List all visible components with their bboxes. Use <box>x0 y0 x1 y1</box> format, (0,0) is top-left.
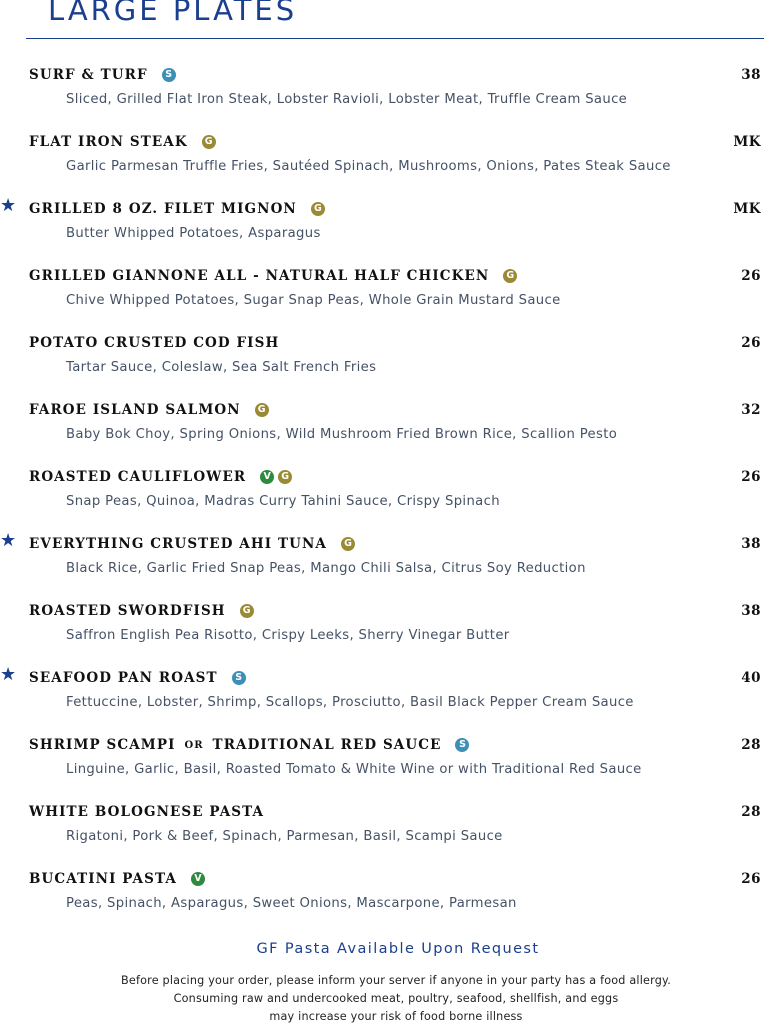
menu-item-name: WHITE BOLOGNESE PASTA <box>29 804 265 820</box>
star-icon: ★ <box>0 664 17 685</box>
menu-item-price: MK <box>733 134 761 150</box>
dietary-badges <box>455 738 469 752</box>
menu-item-name: POTATO CRUSTED COD FISH <box>29 335 280 351</box>
dietary-badges <box>341 537 355 551</box>
menu-item-name: EVERYTHING CRUSTED AHI TUNA <box>29 536 327 552</box>
menu-item-name: FLAT IRON STEAK <box>29 134 188 150</box>
menu-item <box>0 736 771 796</box>
star-icon: ★ <box>0 530 17 551</box>
gf-pasta-note: GF Pasta Available Upon Request <box>256 941 540 957</box>
menu-item-name: GRILLED 8 OZ. FILET MIGNON <box>29 201 297 217</box>
dietary-badges <box>191 872 205 886</box>
dietary-badges <box>503 269 517 283</box>
menu-item-price: MK <box>733 201 761 217</box>
menu-item-name: FAROE ISLAND SALMON <box>29 402 241 418</box>
dietary-badges <box>255 403 269 417</box>
menu-item-price: 38 <box>741 603 761 619</box>
gluten-free-icon: G <box>240 604 254 618</box>
dietary-badges <box>202 135 216 149</box>
dietary-badges <box>232 671 246 685</box>
vegetarian-icon: V <box>260 470 274 484</box>
menu-item-description: Baby Bok Choy, Spring Onions, Wild Mushroom Fried Brown Rice, Scallion Pesto <box>66 427 618 442</box>
title-divider <box>26 38 764 39</box>
menu-item-price: 32 <box>741 402 761 418</box>
allergy-notice-line-2: Consuming raw and undercooked meat, poultry, seafood, shellfish, and eggs <box>173 992 619 1005</box>
menu-item <box>0 334 771 394</box>
menu-item-name-alt: TRADITIONAL RED SAUCE <box>212 737 442 753</box>
menu-item-description: Tartar Sauce, Coleslaw, Sea Salt French Fries <box>66 360 377 375</box>
menu-item-price: 28 <box>741 804 761 820</box>
menu-item-description: Rigatoni, Pork & Beef, Spinach, Parmesan, Basil, Scampi Sauce <box>66 829 503 844</box>
gluten-free-icon: G <box>202 135 216 149</box>
menu-item-name-line <box>29 66 176 84</box>
menu-item <box>0 66 771 126</box>
menu-item-name-line <box>29 602 254 620</box>
menu-item-description: Saffron English Pea Risotto, Crispy Leeks, Sherry Vinegar Butter <box>66 628 510 643</box>
allergy-notice-line-1: Before placing your order, please inform your server if anyone in your party has a food allergy. <box>121 974 671 987</box>
menu-item-description: Linguine, Garlic, Basil, Roasted Tomato & White Wine or with Traditional Red Sauce <box>66 762 642 777</box>
menu-item-price: 26 <box>741 469 761 485</box>
vegetarian-icon: V <box>191 872 205 886</box>
menu-item-name-line <box>29 200 325 218</box>
menu-item-name-line <box>29 669 246 687</box>
menu-item-name-line <box>29 468 292 486</box>
menu-item-name: ROASTED CAULIFLOWER <box>29 469 247 485</box>
menu-item <box>0 401 771 461</box>
dietary-badges <box>240 604 254 618</box>
menu-item-description: Black Rice, Garlic Fried Snap Peas, Mango Chili Salsa, Citrus Soy Reduction <box>66 561 586 576</box>
menu-item-description: Butter Whipped Potatoes, Asparagus <box>66 226 321 241</box>
dietary-badges <box>311 202 325 216</box>
menu-item-name: SEAFOOD PAN ROAST <box>29 670 218 686</box>
menu-item-name-line <box>29 870 205 888</box>
menu-item-description: Garlic Parmesan Truffle Fries, Sautéed Spinach, Mushrooms, Onions, Pates Steak Sauce <box>66 159 671 174</box>
menu-item-name: SURF & TURF <box>29 67 148 83</box>
menu-item-or: OR <box>184 739 204 751</box>
dietary-badges <box>162 68 176 82</box>
seafood-icon: S <box>455 738 469 752</box>
gluten-free-icon: G <box>278 470 292 484</box>
menu-item-price: 26 <box>741 335 761 351</box>
star-icon: ★ <box>0 195 17 216</box>
gluten-free-icon: G <box>311 202 325 216</box>
menu-item <box>0 602 771 662</box>
menu-item-name-line <box>29 334 279 352</box>
menu-item-name: SHRIMP SCAMPI <box>29 737 176 753</box>
menu-item-name-line <box>29 535 355 553</box>
gluten-free-icon: G <box>255 403 269 417</box>
menu-item-description: Sliced, Grilled Flat Iron Steak, Lobster Ravioli, Lobster Meat, Truffle Cream Sauce <box>66 92 628 107</box>
menu-item-description: Peas, Spinach, Asparagus, Sweet Onions, Mascarpone, Parmesan <box>66 896 517 911</box>
menu-item-price: 26 <box>741 871 761 887</box>
seafood-icon: S <box>162 68 176 82</box>
menu-item-name: GRILLED GIANNONE ALL - NATURAL HALF CHICKEN <box>29 268 490 284</box>
menu-item-price: 40 <box>741 670 761 686</box>
menu-item-price: 26 <box>741 268 761 284</box>
menu-item <box>0 468 771 528</box>
menu-item-description: Fettuccine, Lobster, Shrimp, Scallops, Prosciutto, Basil Black Pepper Cream Sauce <box>66 695 634 710</box>
menu-item <box>0 870 771 930</box>
menu-item-name-line <box>29 803 264 821</box>
menu-item-name-line <box>29 736 469 754</box>
menu-item <box>0 664 771 729</box>
menu-item-name-line <box>29 267 517 285</box>
menu-item <box>0 195 771 260</box>
menu-item-price: 38 <box>741 67 761 83</box>
menu-item-price: 38 <box>741 536 761 552</box>
menu-item-name-line <box>29 401 269 419</box>
menu-item-name: ROASTED SWORDFISH <box>29 603 226 619</box>
menu-item <box>0 133 771 193</box>
menu-item <box>0 530 771 595</box>
page-title: LARGE PLATES <box>48 0 298 27</box>
gluten-free-icon: G <box>341 537 355 551</box>
menu-item <box>0 803 771 863</box>
allergy-notice-line-3: may increase your risk of food borne illness <box>269 1010 523 1023</box>
menu-item-name-line <box>29 133 216 151</box>
dietary-badges <box>260 470 292 484</box>
menu-item <box>0 267 771 327</box>
menu-item-name: BUCATINI PASTA <box>29 871 177 887</box>
gluten-free-icon: G <box>503 269 517 283</box>
menu-item-description: Chive Whipped Potatoes, Sugar Snap Peas, Whole Grain Mustard Sauce <box>66 293 561 308</box>
menu-item-price: 28 <box>741 737 761 753</box>
seafood-icon: S <box>232 671 246 685</box>
menu-item-description: Snap Peas, Quinoa, Madras Curry Tahini Sauce, Crispy Spinach <box>66 494 500 509</box>
